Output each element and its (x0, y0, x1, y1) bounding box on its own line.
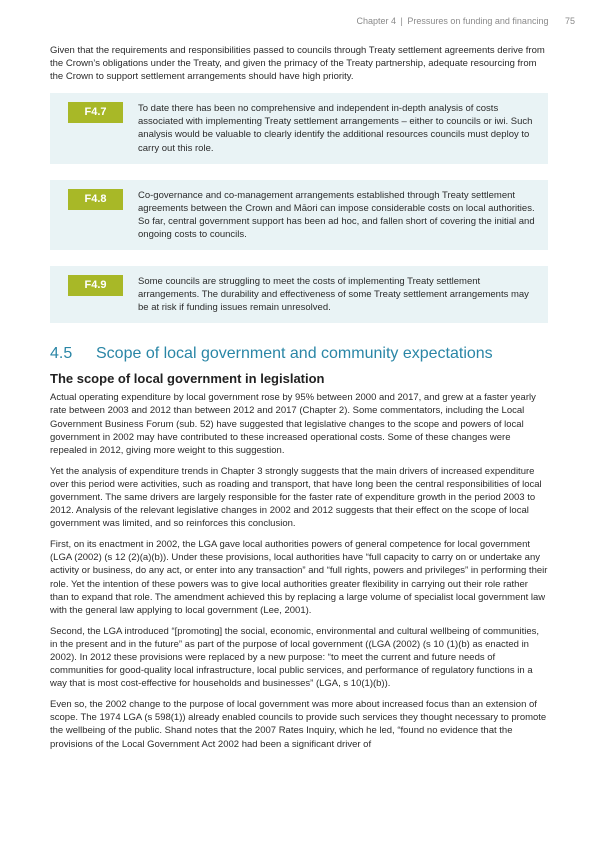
finding-box (50, 180, 548, 250)
finding-text: Co-governance and co-management arrangements established through Treaty settlement agreements between the Crown and Māori can impose considerable costs on local authorities. So far, central government support has been ad hoc, and fallen short of covering the initial and ongoing costs to councils. (138, 189, 535, 240)
body-paragraph: Second, the LGA introduced “[promoting] the social, economic, environmental and cultural wellbeing of communities, in the present and in the future” as part of the purpose of local government ((LGA (2002) (s 10 (1)(b) as enacted in 2002). In 2012 these provisions were replaced by a new purpose: “to meet the current and future needs of communities for good-quality local infrastructure, local public services, and performance of regulatory functions in a way that is most cost-effective for households and businesses” (LGA, s 10(1)(b)). (50, 625, 539, 690)
subsection-heading: The scope of local government in legislation (50, 371, 325, 387)
body-paragraph: Even so, the 2002 change to the purpose of local government was more about increased focus than an extension of scope. The 1974 LGA (s 598(1)) already enabled councils to provide such services they thought necessary to promote the wellbeing of the public. Shand notes that the 2007 Rates Inquiry, which he led, “found no evidence that the provisions of the Local Government Act 2002 had been a significant driver of (50, 699, 547, 750)
body-paragraph: Yet the analysis of expenditure trends in Chapter 3 strongly suggests that the main drivers of increased expenditure over this period were activities, such as roading and transport, that have long been the central responsibilities of local government. The same drivers are largely responsible for the faster rate of expenditure growth in the period 2003 to 2012. Analysis of the relevant legislative changes in 2002 and 2012 suggests that their effect on the scope of local government was limited, and so reinforces this conclusion. (50, 465, 542, 530)
running-header (356, 16, 575, 26)
header-separator: | (400, 16, 403, 26)
body-paragraph: First, on its enactment in 2002, the LGA gave local authorities powers of general competence for local government (LGA (2002) (s 12 (2)(a)(b)). Under these provisions, local authorities have “full capacity to carry on or undertake any activity or business, do any act, or enter into any transaction” and “full rights, powers and privileges” in performing their role. Yet the intention of these powers was to give local authorities greater flexibility in carrying out their role rather than to expand that role. The amendment achieved this by replacing a large volume of specialist local government law with the general law applying to local government (Lee, 2001). (50, 539, 548, 616)
finding-label: F4.8 (68, 189, 123, 210)
finding-box (50, 93, 548, 163)
finding-label: F4.9 (68, 275, 123, 296)
chapter-title: Pressures on funding and financing (407, 16, 549, 26)
finding-box (50, 266, 548, 323)
page-number: 75 (564, 16, 575, 26)
body-paragraph: Actual operating expenditure by local government rose by 95% between 2000 and 2017, and grew at a faster yearly rate between 2003 and 2012 than between 2012 and 2017 (Chapter 2). Some commentators, including the Local Government Business Forum (sub. 52) have suggested that legislative changes to the scope and powers of local government in 2002 may have contributed to these increased operational costs. Some of these changes were repealed in 2012, giving more weight to this suggestion. (50, 392, 536, 456)
finding-text: To date there has been no comprehensive and independent in-depth analysis of costs associated with implementing Treaty settlement arrangements – either to councils or iwi. Such analysis would be valuable to clearly identify the additional resources councils must deploy to carry out this role. (138, 103, 533, 154)
section-heading (50, 344, 548, 364)
finding-label: F4.7 (68, 102, 123, 123)
section-title: Scope of local government and community expectations (96, 345, 493, 363)
section-number: 4.5 (50, 345, 73, 363)
finding-text: Some councils are struggling to meet the costs of implementing Treaty settlement arrangements. The durability and effectiveness of some Treaty settlement arrangements may be at risk if funding issues remain unresolved. (138, 276, 529, 314)
chapter-label: Chapter 4 (356, 16, 396, 26)
page-content (50, 44, 548, 759)
intro-paragraph: Given that the requirements and responsibilities passed to councils through Treaty settlement agreements derive from the Crown’s obligations under the Treaty, and given the primacy of the Treaty partnership, adequate resourcing from the Crown to support settlement arrangements should have high priority. (50, 45, 545, 83)
